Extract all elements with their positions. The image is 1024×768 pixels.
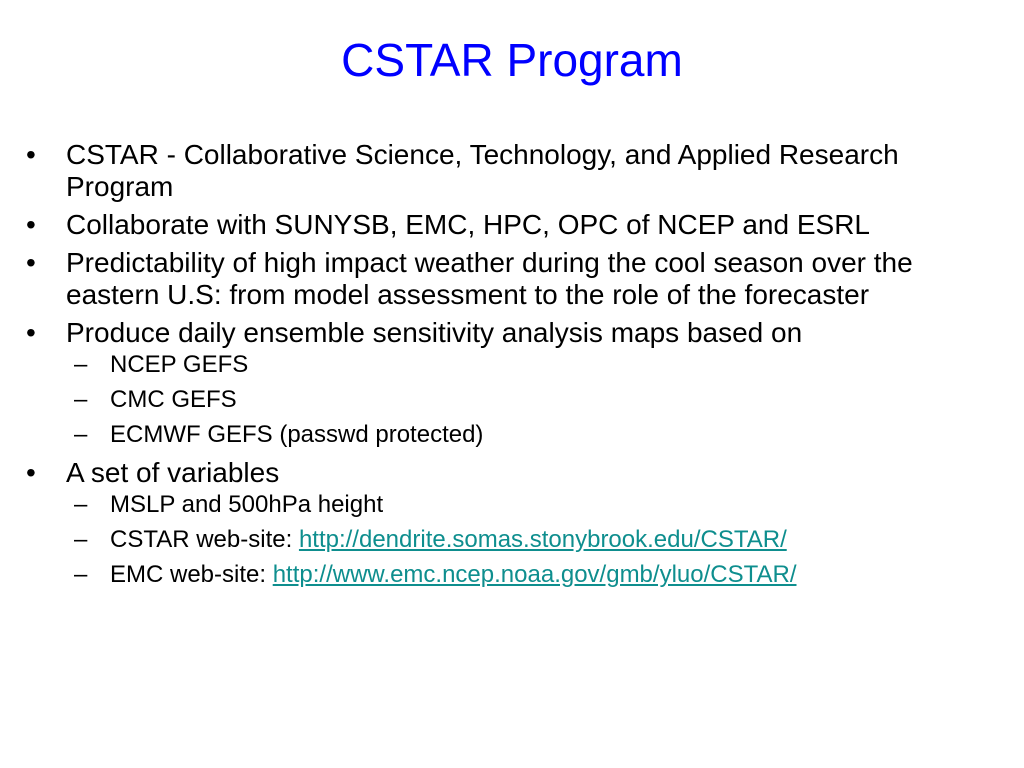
bullet-text: A set of variables — [66, 457, 280, 488]
bullet-item-ensemble-maps — [26, 317, 1006, 449]
sub-item-emc-website — [66, 561, 1006, 589]
bullet-icon: • — [26, 457, 36, 488]
link-label: EMC web-site: — [110, 561, 273, 588]
sub-item-cmc-gefs — [66, 386, 1006, 414]
dash-icon: – — [74, 561, 88, 588]
bullet-text: Collaborate with SUNYSB, EMC, HPC, OPC of NCEP and ESRL — [66, 209, 871, 240]
sub-item-ncep-gefs — [66, 351, 1006, 379]
sub-list-variables — [66, 491, 1006, 589]
sub-item-mslp — [66, 491, 1006, 519]
bullet-item-predictability — [26, 247, 1006, 311]
dash-icon: – — [74, 351, 88, 378]
bullet-icon: • — [26, 247, 36, 278]
bullet-text: Predictability of high impact weather during the cool season over the eastern U.S: from model assessment to the role of the forecaster — [66, 247, 913, 310]
bullet-icon: • — [26, 209, 36, 240]
dash-icon: – — [74, 386, 88, 413]
sub-item-text: NCEP GEFS — [110, 351, 249, 378]
dash-icon: – — [74, 491, 88, 518]
sub-item-text: CMC GEFS — [110, 386, 237, 413]
emc-website-link[interactable]: http://www.emc.ncep.noaa.gov/gmb/yluo/CSTAR/ — [272, 561, 797, 588]
sub-item-cstar-website — [66, 526, 1006, 554]
bullet-icon: • — [26, 317, 36, 348]
bullet-icon: • — [26, 139, 36, 170]
sub-item-ecmwf-gefs — [66, 421, 1006, 449]
bullet-item-collaborate — [26, 209, 1006, 241]
link-label: CSTAR web-site: — [110, 526, 299, 553]
sub-item-text: ECMWF GEFS (passwd protected) — [110, 421, 484, 448]
dash-icon: – — [74, 526, 88, 553]
dash-icon: – — [74, 421, 88, 448]
bullet-list — [26, 139, 1006, 597]
slide-title: CSTAR Program — [341, 34, 683, 86]
bullet-item-variables — [26, 457, 1006, 589]
cstar-website-link[interactable]: http://dendrite.somas.stonybrook.edu/CSTAR/ — [298, 526, 787, 553]
bullet-item-cstar-definition — [26, 139, 1006, 203]
bullet-text: Produce daily ensemble sensitivity analysis maps based on — [66, 317, 803, 348]
sub-item-text: MSLP and 500hPa height — [110, 491, 384, 518]
sub-list-models — [66, 351, 1006, 449]
bullet-text: CSTAR - Collaborative Science, Technology, and Applied Research Program — [66, 139, 899, 202]
